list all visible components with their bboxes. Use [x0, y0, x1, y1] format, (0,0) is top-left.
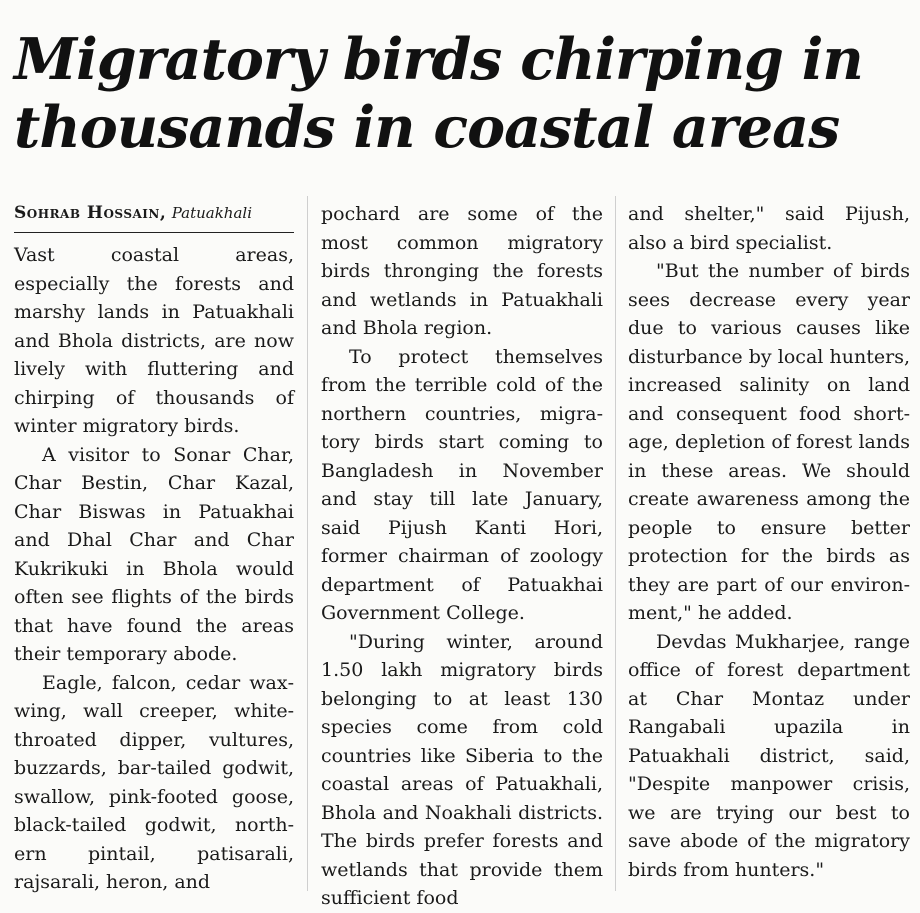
column-divider: [307, 196, 308, 891]
paragraph: "During winter, around 1.50 lakh migratory birds belonging to at least 130 species come from cold countries like Siberia to the coastal areas of Patuakhali, Bhola and Noakhali districts. The birds prefer forests and wetlands that provide them sufficient food: [321, 630, 603, 909]
byline: [14, 200, 294, 233]
paragraph: "But the number of birds sees decrease every year due to various causes like disturbance by local hunters, increased salinity on land and consequent food shortage, depletion of forest lands in these areas. We should create awareness among the people to ensure better protection for the birds as they are part of our environment," he added.: [628, 260, 910, 624]
paragraph: Eagle, falcon, cedar waxwing, wall creeper, white-throated dipper, vultures, buzzards, bar-tailed godwit, swallow, pink-footed goose, black-tailed godwit, northern pintail, patisarali, rajsarali, heron, and: [14, 671, 294, 893]
column-divider: [615, 196, 616, 891]
article-column-3: [628, 200, 910, 897]
article-column-1: [14, 200, 294, 897]
headline: Migratory birds chirping in thousands in coastal areas: [14, 26, 863, 161]
paragraph: Vast coastal areas, especially the forests and marshy lands in Patuakhali and Bhola districts, are now lively with fluttering and chirping of thousands of winter migratory birds.: [14, 244, 294, 437]
paragraph: A visitor to Sonar Char, Char Bestin, Char Kazal, Char Biswas in Patuakhai and Dhal Char and Char Kukrikuki in Bhola would often see flights of the birds that have found the areas their temporary abode.: [14, 443, 294, 665]
paragraph: To protect themselves from the terrible cold of the northern countries, migratory birds start coming to Bangladesh in November and stay till late January, said Pijush Kanti Hori, former chairman of zoology department of Patuakhai Government College.: [321, 345, 603, 624]
paragraph: pochard are some of the most common migratory birds thronging the forests and wetlands in Patuakhali and Bhola region.: [321, 203, 603, 339]
paragraph: and shelter," said Pijush, also a bird specialist.: [628, 203, 910, 254]
byline-location: Patuakhali: [171, 204, 252, 222]
paragraph: Devdas Mukharjee, range office of forest department at Char Montaz under Rangabali upazila in Patuakhali district, said, "Despite manpower crisis, we are trying our best to save abode of the migratory birds from hunters.": [628, 630, 910, 881]
byline-author: Sohrab Hossain,: [14, 203, 167, 223]
article-column-2: [321, 200, 603, 909]
